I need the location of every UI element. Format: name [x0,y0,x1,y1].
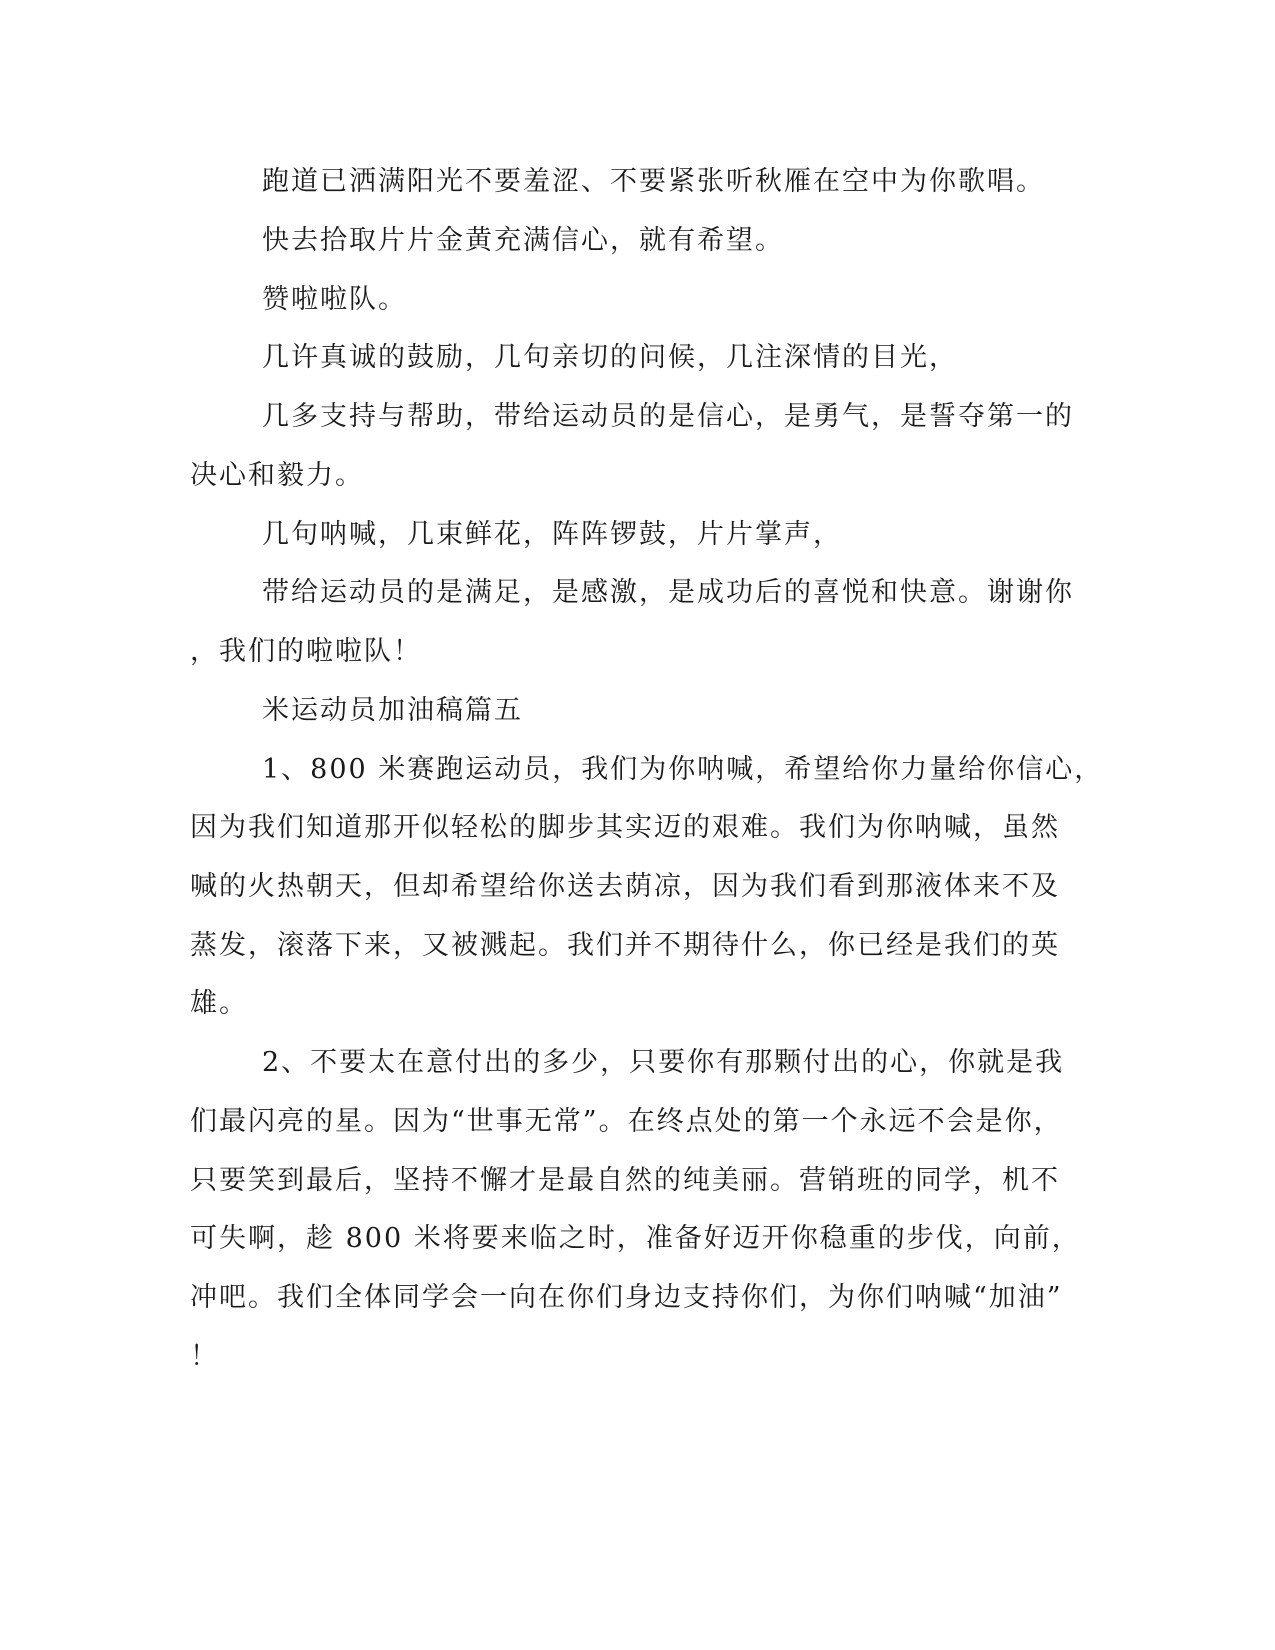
text-line: 雄。 [190,988,248,1019]
text-line: 喊的火热朝天，但却希望给你送去荫凉，因为我们看到那液体来不及 [190,871,1060,902]
section-heading: 米运动员加油稿篇五 [262,695,523,726]
text-line: 只要笑到最后，坚持不懈才是最自然的纯美丽。营销班的同学，机不 [190,1165,1060,1196]
text-line: 几句呐喊，几束鲜花，阵阵锣鼓，片片掌声， [262,519,842,550]
text-line: 决心和毅力。 [190,460,364,491]
text-line: ！ [190,1341,219,1372]
text-line: ，我们的啦啦队！ [190,636,422,667]
text-line: 带给运动员的是满足，是感激，是成功后的喜悦和快意。谢谢你 [262,577,1074,608]
text-line: 冲吧。我们全体同学会一向在你们身边支持你们，为你们呐喊“加油” [190,1282,1063,1313]
text-line: 赞啦啦队。 [262,284,407,315]
text-line: 2、不要太在意付出的多少，只要你有那颗付出的心，你就是我 [262,1047,1065,1078]
text-line: 们最闪亮的星。因为“世事无常”。在终点处的第一个永远不会是你， [190,1106,1063,1137]
text-line: 1、800 米赛跑运动员，我们为你呐喊，希望给你力量给你信心， [262,754,1104,785]
text-line: 可失啊，趁 800 米将要来临之时，准备好迈开你稳重的步伐，向前， [190,1223,1081,1254]
text-line: 快去拾取片片金黄充满信心，就有希望。 [262,225,784,256]
text-line: 几多支持与帮助，带给运动员的是信心，是勇气，是誓夺第一的 [262,401,1074,432]
text-line: 几许真诚的鼓励，几句亲切的问候，几注深情的目光， [262,342,958,373]
text-line: 因为我们知道那开似轻松的脚步其实迈的艰难。我们为你呐喊，虽然 [190,812,1060,843]
text-line: 跑道已洒满阳光不要羞涩、不要紧张听秋雁在空中为你歌唱。 [262,166,1045,197]
text-line: 蒸发，滚落下来，又被溅起。我们并不期待什么，你已经是我们的英 [190,930,1060,961]
